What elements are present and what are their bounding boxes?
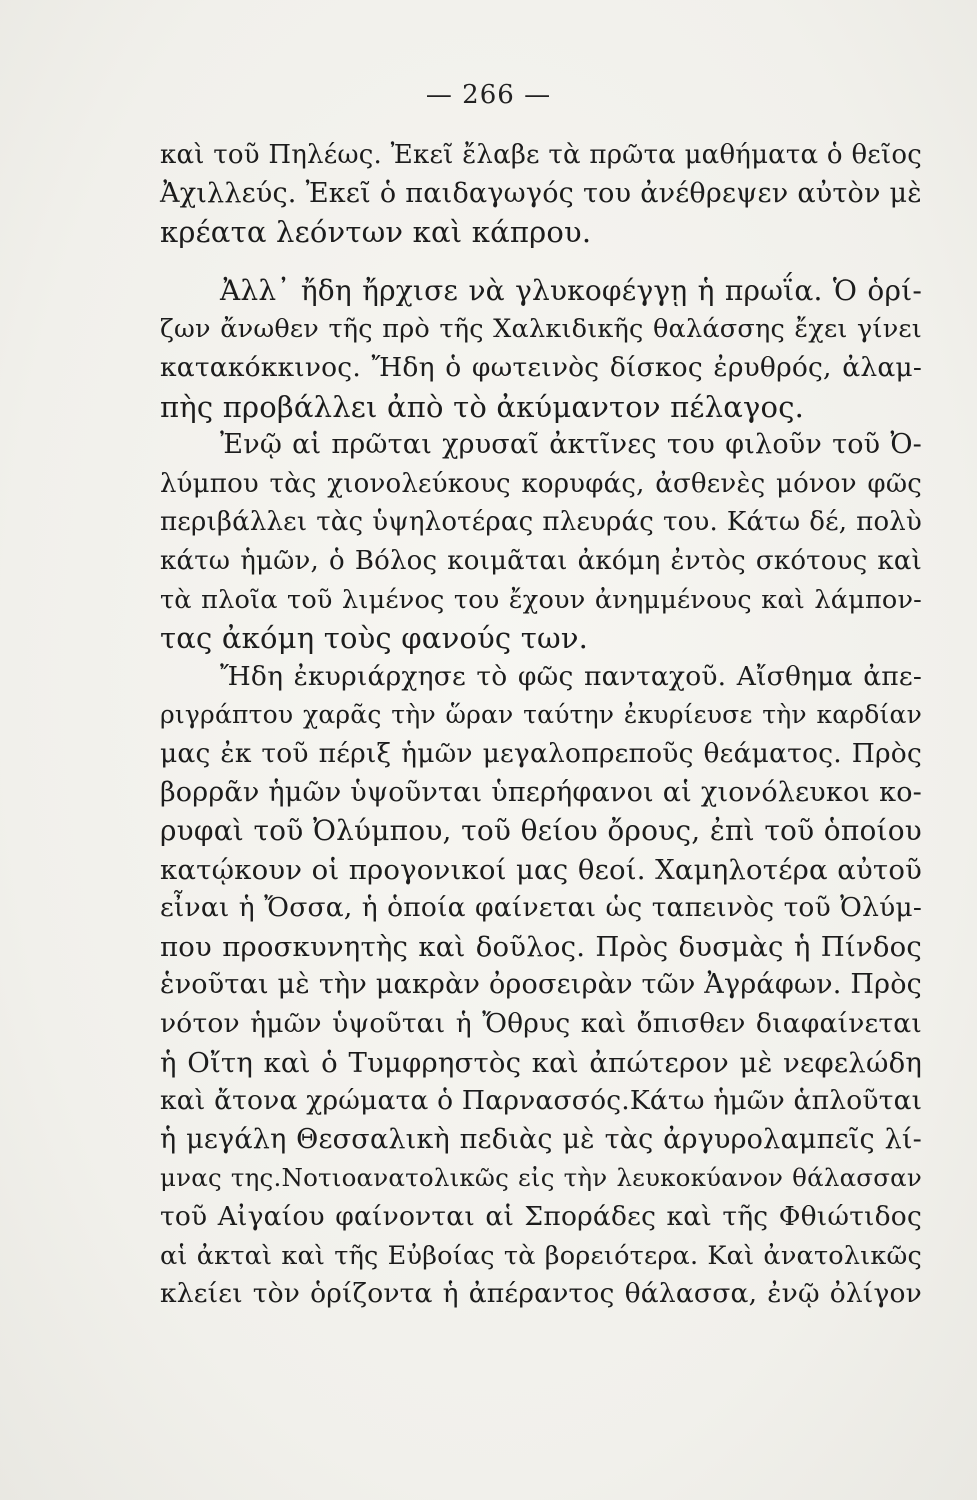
text-line: νότον ἡμῶν ὑψοῦται ἡ Ὄθρυς καὶ ὄπισθεν διαφαίνεται (160, 1008, 922, 1040)
text-line: ἡ Οἴτη καὶ ὁ Τυμφρηστὸς καὶ ἀπώτερον μὲ νεφελώδη (160, 1046, 922, 1079)
text-line: τας ἀκόμη τοὺς φανούς των. (160, 621, 589, 656)
page-number: — 266 — (425, 80, 552, 110)
text-line: Ἀχιλλεύς. Ἐκεῖ ὁ παιδαγωγός του ἀνέθρεψεν αὐτὸν μὲ (160, 177, 922, 209)
body-text (160, 136, 922, 1314)
text-line: καὶ τοῦ Πηλέως. Ἐκεῖ ἔλαβε τὰ πρῶτα μαθήματα ὁ θεῖος (160, 140, 922, 170)
text-line: τοῦ Αἰγαίου φαίνονται αἱ Σποράδες καὶ τῆς Φθιώτιδος (160, 1201, 922, 1233)
text-line: λύμπου τὰς χιονολεύκους κορυφάς, ἀσθενὲς μόνον φῶς (160, 468, 922, 499)
text-line: κατῴκουν οἱ προγονικοί μας θεοί. Χαμηλοτέρα αὐτοῦ (160, 853, 922, 886)
text-line: Ἤδη ἐκυριάρχησε τὸ φῶς πανταχοῦ. Αἴσθημα ἀπε- (220, 660, 922, 692)
paragraph (160, 272, 922, 426)
paragraph (160, 136, 922, 252)
text-line: κλείει τὸν ὁρίζοντα ἡ ἀπέραντος θάλασσα, ἐνῷ ὀλίγον (160, 1278, 922, 1310)
text-line: Ἀλλ᾽ ἤδη ἤρχισε νὰ γλυκοφέγγῃ ἡ πρωΐα. Ὁ ὁρί- (220, 273, 922, 307)
text-line: ριγράπτου χαρᾶς τὴν ὥραν ταύτην ἐκυρίευσε τὴν καρδίαν (160, 700, 922, 730)
text-line: ζων ἄνωθεν τῆς πρὸ τῆς Χαλκιδικῆς θαλάσσης ἔχει γίνει (160, 314, 922, 345)
text-line: κάτω ἡμῶν, ὁ Βόλος κοιμᾶται ἀκόμη ἐντὸς σκότους καὶ (160, 545, 922, 576)
text-line: αἱ ἀκταὶ καὶ τῆς Εὐβοίας τὰ βορειότερα. Καὶ ἀνατολικῶς (160, 1240, 922, 1271)
text-line: πὴς προβάλλει ἀπὸ τὸ ἀκύμαντον πέλαγος. (160, 389, 805, 424)
text-line: κατακόκκινος. Ἤδη ὁ φωτεινὸς δίσκος ἐρυθρός, ἀλαμ- (160, 351, 922, 383)
text-line: εἶναι ἡ Ὄσσα, ἡ ὁποία φαίνεται ὡς ταπεινὸς τοῦ Ὀλύμ- (160, 892, 922, 924)
text-line: κρέατα λεόντων καὶ κάπρου. (160, 215, 592, 250)
text-line: περιβάλλει τὰς ὑψηλοτέρας πλευράς του. Κάτω δέ, πολὺ (160, 507, 922, 538)
text-line: καὶ ἄτονα χρώματα ὁ Παρνασσός.Κάτω ἡμῶν ἁπλοῦται (160, 1085, 923, 1117)
text-line: ἑνοῦται μὲ τὴν μακρὰν ὀροσειρὰν τῶν Ἀγράφων. Πρὸς (160, 969, 922, 1001)
paragraph (160, 426, 922, 658)
text-line: που προσκυνητὴς καὶ δοῦλος. Πρὸς δυσμὰς ἡ Πίνδος (160, 930, 922, 963)
text-line: ρυφαὶ τοῦ Ὀλύμπου, τοῦ θείου ὄρους, ἐπὶ τοῦ ὁποίου (160, 814, 922, 848)
text-line: Ἐνῷ αἱ πρῶται χρυσαῖ ἀκτῖνες του φιλοῦν τοῦ Ὀ- (220, 429, 922, 461)
text-line: ἡ μεγάλη Θεσσαλικὴ πεδιὰς μὲ τὰς ἀργυρολαμπεῖς λί- (160, 1123, 922, 1155)
text-line: τὰ πλοῖα τοῦ λιμένος του ἔχουν ἀνημμένους καὶ λάμπον- (160, 584, 922, 615)
text-line: μνας της.Νοτιοανατολικῶς εἰς τὴν λευκοκύανον θάλασσαν (160, 1163, 922, 1193)
text-line: μας ἐκ τοῦ πέριξ ἡμῶν μεγαλοπρεποῦς θεάματος. Πρὸς (160, 737, 922, 769)
paragraph-gap (160, 252, 922, 272)
text-line: βορρᾶν ἡμῶν ὑψοῦνται ὑπερήφανοι αἱ χιονόλευκοι κο- (160, 776, 922, 808)
paragraph (160, 658, 922, 1314)
